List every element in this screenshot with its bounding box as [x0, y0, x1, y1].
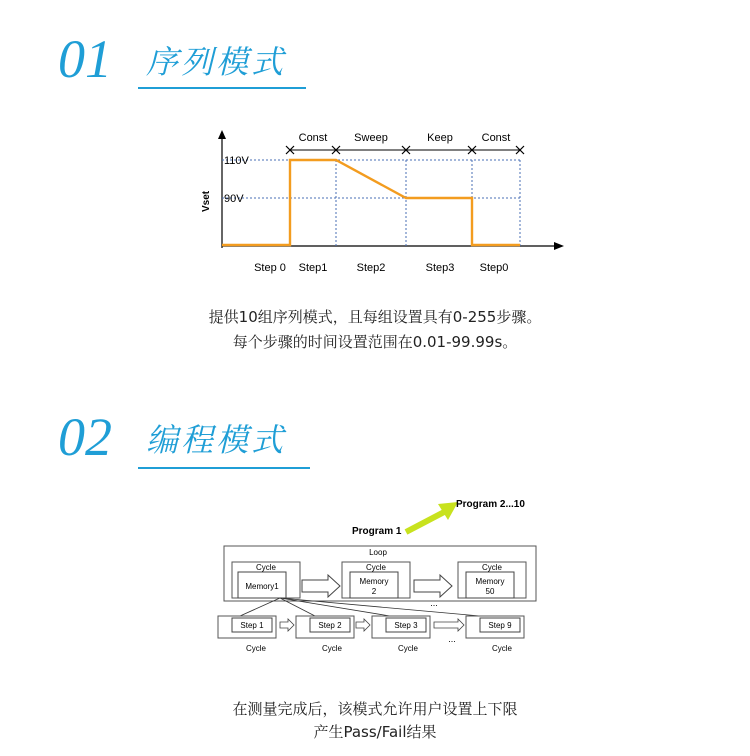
program-next-label: Program 2...10 — [456, 499, 525, 510]
step-label-2: Step 2 — [318, 621, 342, 630]
cycle-label-2: Cycle — [365, 563, 387, 572]
memory-label-50b: 50 — [485, 587, 495, 596]
cycle-label-1: Cycle — [255, 563, 277, 572]
step-arrow-1 — [280, 619, 294, 631]
sequence-waveform-diagram — [200, 125, 570, 280]
waveform-line — [222, 160, 520, 245]
memory-label-1: Memory1 — [245, 582, 279, 591]
step-arrow-3 — [434, 619, 464, 631]
y-axis-label: Vset — [201, 190, 212, 212]
step-label-1: Step1 — [298, 262, 328, 274]
phase-label-sweep: Sweep — [354, 132, 388, 144]
section-title-sequence-mode: 序列模式 — [146, 43, 287, 81]
section1-desc-line1: 提供10组序列模式，且每组设置具有0-255步骤。 — [208, 308, 542, 326]
y-tick-110v: 110V — [224, 155, 249, 167]
memory-arrow-1 — [302, 575, 340, 597]
memory-ellipsis: ... — [430, 598, 438, 608]
step-label-1: Step 1 — [240, 621, 264, 630]
step-label-0-end: Step0 — [479, 262, 509, 274]
section-number-02: 02 — [58, 407, 112, 467]
phase-label-const-1: Const — [298, 132, 328, 144]
title-underline-2 — [138, 467, 310, 469]
step-cycle-label-1: Cycle — [245, 644, 267, 653]
section2-desc-line2: 产生Pass/Fail结果 — [313, 723, 437, 741]
section2-desc-line1: 在测量完成后，该模式允许用户设置上下限 — [232, 700, 518, 718]
y-tick-90v: 90V — [224, 193, 244, 205]
program-mode-diagram — [210, 490, 550, 665]
memory-arrow-2 — [414, 575, 452, 597]
step-label-3: Step3 — [425, 262, 455, 274]
title-underline — [138, 87, 306, 89]
step-ellipsis: ... — [448, 634, 456, 644]
loop-label: Loop — [369, 548, 387, 557]
step-cycle-label-2: Cycle — [321, 644, 343, 653]
step-label-2: Step2 — [356, 262, 386, 274]
step-cycle-label-9: Cycle — [491, 644, 513, 653]
phase-label-const-2: Const — [481, 132, 511, 144]
y-axis-arrow — [218, 130, 226, 139]
memory-label-2b: 2 — [371, 587, 377, 596]
section1-desc-line2: 每个步骤的时间设置范围在0.01-99.99s。 — [232, 333, 518, 351]
step-cycle-label-3: Cycle — [397, 644, 419, 653]
section-title-program-mode: 编程模式 — [146, 421, 287, 459]
step-label-3: Step 3 — [394, 621, 418, 630]
memory-label-2a: Memory — [359, 577, 389, 586]
step-arrow-2 — [356, 619, 370, 631]
x-axis-arrow — [554, 242, 564, 250]
step-label-0: Step 0 — [254, 262, 286, 274]
phase-label-keep: Keep — [427, 132, 453, 144]
cycle-label-50: Cycle — [481, 563, 503, 572]
next-program-arrow — [406, 510, 448, 532]
section-number-01: 01 — [58, 29, 112, 89]
program-label: Program 1 — [352, 526, 402, 537]
step-label-9: Step 9 — [488, 621, 512, 630]
memory-label-50a: Memory — [475, 577, 505, 586]
